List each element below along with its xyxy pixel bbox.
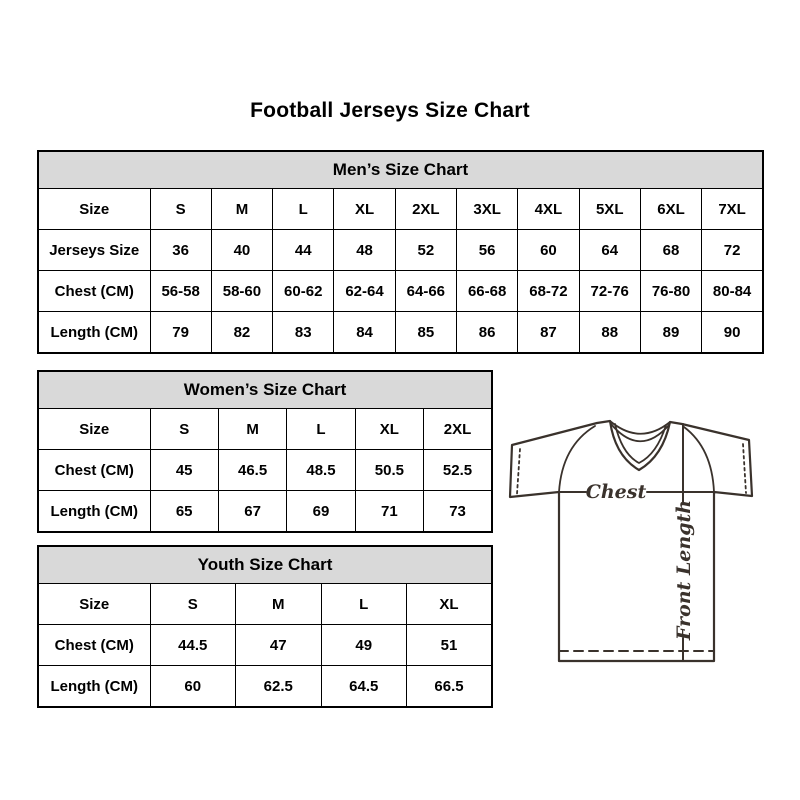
value-cell: 76-80 <box>640 271 701 312</box>
row-label-cell: Jerseys Size <box>38 230 150 271</box>
row-label-cell: Chest (CM) <box>38 625 150 666</box>
value-cell: 5XL <box>579 189 640 230</box>
table-title-row <box>38 371 492 409</box>
row-label-cell: Length (CM) <box>38 312 150 354</box>
value-cell: XL <box>334 189 395 230</box>
value-cell: 69 <box>287 491 355 533</box>
value-cell: 60 <box>150 666 236 708</box>
value-cell: 49 <box>321 625 407 666</box>
table-row <box>38 491 492 533</box>
value-cell: 82 <box>211 312 272 354</box>
value-cell: M <box>218 409 286 450</box>
value-cell: 56-58 <box>150 271 211 312</box>
value-cell: L <box>273 189 334 230</box>
value-cell: XL <box>355 409 423 450</box>
table-row <box>38 189 763 230</box>
youth-size-table <box>37 545 493 708</box>
womens-size-table <box>37 370 493 533</box>
value-cell: 86 <box>456 312 517 354</box>
value-cell: 60 <box>518 230 579 271</box>
value-cell: S <box>150 189 211 230</box>
value-cell: 3XL <box>456 189 517 230</box>
mens-size-table <box>37 150 764 354</box>
value-cell: 48.5 <box>287 450 355 491</box>
value-cell: 7XL <box>702 189 763 230</box>
page-title: Football Jerseys Size Chart <box>250 99 530 122</box>
value-cell: L <box>321 584 407 625</box>
value-cell: 52 <box>395 230 456 271</box>
value-cell: 51 <box>407 625 493 666</box>
value-cell: 89 <box>640 312 701 354</box>
value-cell: 64.5 <box>321 666 407 708</box>
row-label-cell: Length (CM) <box>38 491 150 533</box>
table-title: Youth Size Chart <box>38 546 492 584</box>
value-cell: 80-84 <box>702 271 763 312</box>
table-title-row <box>38 546 492 584</box>
value-cell: 66-68 <box>456 271 517 312</box>
value-cell: 83 <box>273 312 334 354</box>
value-cell: 68 <box>640 230 701 271</box>
value-cell: 40 <box>211 230 272 271</box>
value-cell: 73 <box>424 491 492 533</box>
value-cell: 88 <box>579 312 640 354</box>
value-cell: 62.5 <box>236 666 322 708</box>
value-cell: 4XL <box>518 189 579 230</box>
jersey-measurement-diagram <box>498 398 778 678</box>
table-row <box>38 230 763 271</box>
value-cell: 66.5 <box>407 666 493 708</box>
value-cell: 56 <box>456 230 517 271</box>
value-cell: 65 <box>150 491 218 533</box>
value-cell: 50.5 <box>355 450 423 491</box>
value-cell: 84 <box>334 312 395 354</box>
value-cell: 72-76 <box>579 271 640 312</box>
value-cell: 68-72 <box>518 271 579 312</box>
value-cell: 52.5 <box>424 450 492 491</box>
front-length-measure-label: Front Length <box>673 499 695 641</box>
value-cell: 62-64 <box>334 271 395 312</box>
value-cell: 60-62 <box>273 271 334 312</box>
table-row <box>38 312 763 354</box>
table-row <box>38 450 492 491</box>
value-cell: 2XL <box>424 409 492 450</box>
value-cell: 44.5 <box>150 625 236 666</box>
value-cell: 64 <box>579 230 640 271</box>
value-cell: 44 <box>273 230 334 271</box>
row-label-cell: Size <box>38 584 150 625</box>
value-cell: 90 <box>702 312 763 354</box>
value-cell: L <box>287 409 355 450</box>
value-cell: 48 <box>334 230 395 271</box>
value-cell: 85 <box>395 312 456 354</box>
row-label-cell: Chest (CM) <box>38 450 150 491</box>
value-cell: 67 <box>218 491 286 533</box>
value-cell: 6XL <box>640 189 701 230</box>
table-row <box>38 666 492 708</box>
table-title: Men’s Size Chart <box>38 151 763 189</box>
value-cell: 46.5 <box>218 450 286 491</box>
value-cell: S <box>150 584 236 625</box>
value-cell: 64-66 <box>395 271 456 312</box>
value-cell: XL <box>407 584 493 625</box>
table-row <box>38 625 492 666</box>
value-cell: S <box>150 409 218 450</box>
table-row <box>38 409 492 450</box>
value-cell: 72 <box>702 230 763 271</box>
value-cell: M <box>211 189 272 230</box>
value-cell: M <box>236 584 322 625</box>
value-cell: 45 <box>150 450 218 491</box>
table-row <box>38 584 492 625</box>
chest-measure-label: Chest <box>585 481 647 503</box>
value-cell: 87 <box>518 312 579 354</box>
value-cell: 36 <box>150 230 211 271</box>
value-cell: 71 <box>355 491 423 533</box>
row-label-cell: Size <box>38 189 150 230</box>
row-label-cell: Size <box>38 409 150 450</box>
value-cell: 58-60 <box>211 271 272 312</box>
value-cell: 2XL <box>395 189 456 230</box>
row-label-cell: Chest (CM) <box>38 271 150 312</box>
table-row <box>38 271 763 312</box>
table-title-row <box>38 151 763 189</box>
row-label-cell: Length (CM) <box>38 666 150 708</box>
table-title: Women’s Size Chart <box>38 371 492 409</box>
value-cell: 79 <box>150 312 211 354</box>
value-cell: 47 <box>236 625 322 666</box>
